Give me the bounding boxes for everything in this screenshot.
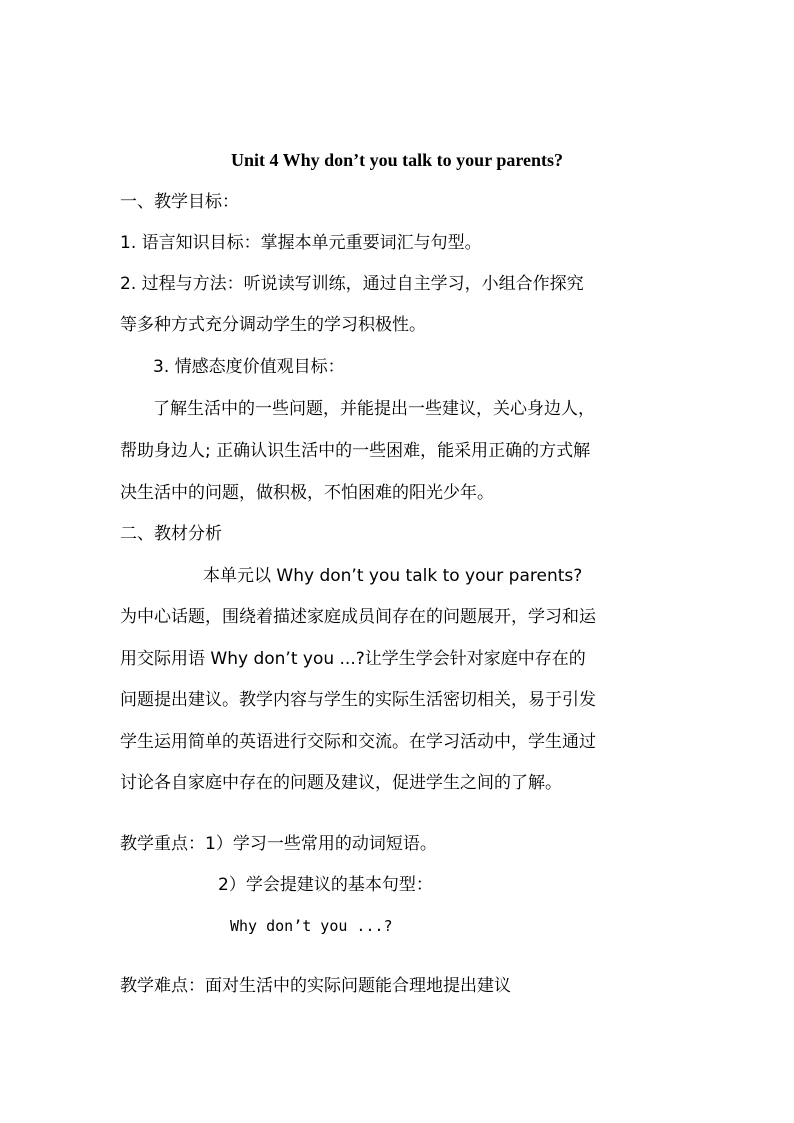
difficulty-line: 教学难点：面对生活中的实际问题能合理地提出建议 (120, 976, 511, 996)
objective-paragraph-line-1: 了解生活中的一些问题，并能提出一些建议，关心身边人， (153, 399, 595, 419)
key-points-line-1: 教学重点：1）学习一些常用的动词短语。 (120, 834, 437, 854)
key-points-sentence-pattern: Why don’t you ...? (230, 917, 393, 935)
objective-paragraph-line-2: 帮助身边人; 正确认识生活中的一些困难，能采用正确的方式解 (120, 441, 591, 461)
section-heading-objectives: 一、教学目标： (120, 192, 239, 212)
analysis-line-1: 本单元以 Why don’t you talk to your parents? (203, 566, 583, 586)
document-title: Unit 4 Why don’t you talk to your parents? (230, 150, 564, 170)
objective-item-2-line-2: 等多种方式充分调动学生的学习积极性。 (120, 315, 426, 335)
objective-item-1: 1. 语言知识目标：掌握本单元重要词汇与句型。 (120, 233, 482, 253)
analysis-line-4: 问题提出建议。教学内容与学生的实际生活密切相关，易于引发 (120, 690, 596, 710)
key-points-line-2: 2）学会提建议的基本句型： (218, 875, 433, 895)
analysis-line-2: 为中心话题，围绕着描述家庭成员间存在的问题展开，学习和运 (120, 607, 596, 627)
analysis-line-6: 讨论各自家庭中存在的问题及建议，促进学生之间的了解。 (120, 773, 562, 793)
section-heading-analysis: 二、教材分析 (120, 524, 222, 544)
objective-item-2-line-1: 2. 过程与方法：听说读写训练，通过自主学习，小组合作探究 (120, 274, 584, 294)
objective-paragraph-line-3: 决生活中的问题，做积极，不怕困难的阳光少年。 (120, 483, 494, 503)
objective-item-3: 3. 情感态度价值观目标： (153, 357, 345, 377)
analysis-line-3: 用交际用语 Why don’t you ...?让学生学会针对家庭中存在的 (120, 649, 586, 669)
analysis-line-5: 学生运用简单的英语进行交际和交流。在学习活动中，学生通过 (120, 732, 596, 752)
